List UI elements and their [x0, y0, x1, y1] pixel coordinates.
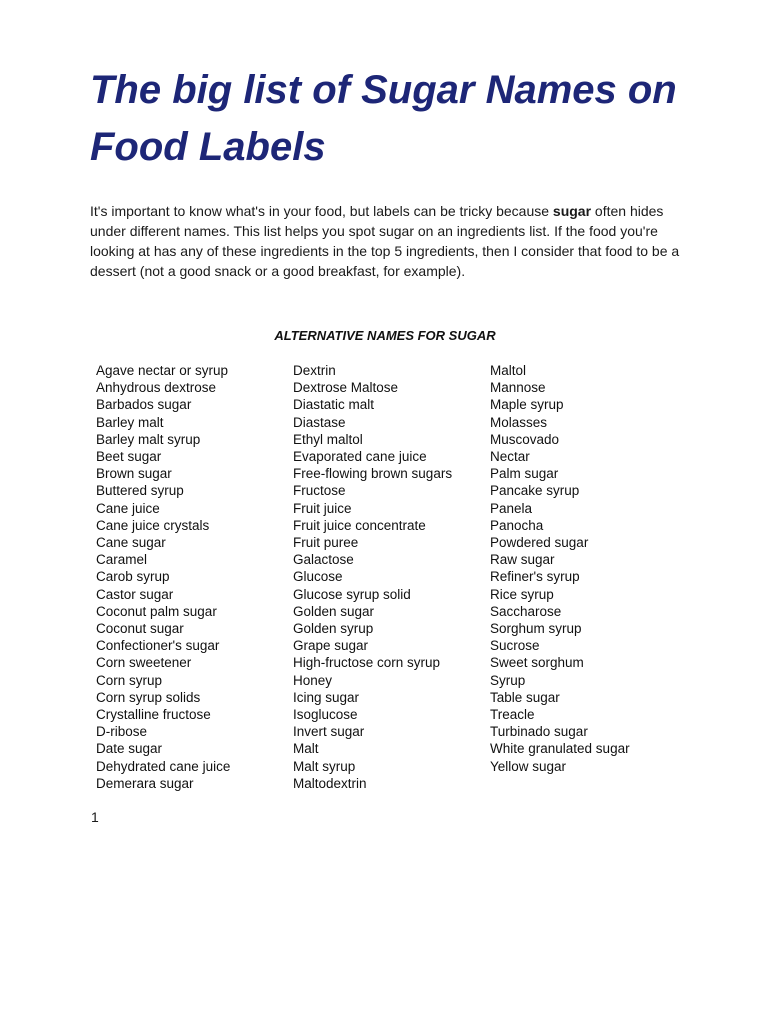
sugar-name-item: Maple syrup [490, 397, 564, 413]
sugar-name-item: Buttered syrup [96, 483, 184, 499]
sugar-name-item: Brown sugar [96, 466, 172, 482]
sugar-name-item: Barley malt [96, 414, 164, 430]
sugar-name-item: Demerara sugar [96, 775, 194, 791]
sugar-name-item: Fruit puree [293, 535, 359, 551]
sugar-name-item: Treacle [490, 707, 535, 723]
sugar-name-item: Panela [490, 500, 533, 516]
sugar-name-item: Malt [293, 741, 319, 757]
sugar-name-item: Glucose [293, 569, 343, 585]
sugar-name-item: Mannose [490, 380, 546, 396]
intro-paragraph [90, 201, 680, 281]
sugar-name-item: Carob syrup [96, 569, 170, 585]
sugar-name-item: D-ribose [96, 724, 148, 740]
sugar-name-item: Syrup [490, 672, 526, 688]
sugar-name-item: Rice syrup [490, 586, 554, 602]
sugar-name-item: Isoglucose [293, 707, 358, 723]
sugar-name-item: Pancake syrup [490, 483, 580, 499]
sugar-name-item: Raw sugar [490, 552, 555, 568]
sugar-name-item: Corn sweetener [96, 655, 192, 671]
sugar-name-item: Powdered sugar [490, 535, 589, 551]
sugar-name-item: Sucrose [490, 638, 540, 654]
sugar-name-item: Fructose [293, 483, 346, 499]
sugar-name-item: Date sugar [96, 741, 163, 757]
sugar-name-item: Diastase [293, 414, 346, 430]
sugar-name-item: Palm sugar [490, 466, 559, 482]
sugar-name-item: Sweet sorghum [490, 655, 584, 671]
page-number: 1 [91, 809, 99, 825]
sugar-name-item: Cane juice [96, 500, 160, 516]
sugar-name-item: Nectar [490, 449, 530, 465]
sugar-name-item: Agave nectar or syrup [96, 363, 229, 378]
sugar-name-item: Beet sugar [96, 449, 162, 465]
sugar-name-item: High-fructose corn syrup [293, 655, 441, 671]
sugar-name-item: Fruit juice [293, 500, 352, 516]
sugar-name-item: Cane juice crystals [96, 517, 210, 533]
sugar-name-item: Corn syrup [96, 672, 163, 688]
sugar-name-item: Crystalline fructose [96, 707, 211, 723]
page-title: The big list of Sugar Names on Food Labels [90, 68, 677, 169]
sugar-name-item: Evaporated cane juice [293, 449, 427, 465]
sugar-name-item: Diastatic malt [293, 397, 375, 413]
sugar-name-item: Icing sugar [293, 689, 360, 705]
sugar-name-item: Castor sugar [96, 586, 174, 602]
sugar-name-item: Caramel [96, 552, 148, 568]
sugar-name-item: Cane sugar [96, 535, 166, 551]
sugar-name-item: Muscovado [490, 431, 560, 447]
sugar-name-item: Fruit juice concentrate [293, 517, 426, 533]
sugar-name-item: Dehydrated cane juice [96, 758, 231, 774]
sugar-name-item: Table sugar [490, 689, 560, 705]
sugar-name-item: Saccharose [490, 603, 562, 619]
sugar-name-item: Confectioner's sugar [96, 638, 220, 654]
sugar-name-item: Panocha [490, 517, 544, 533]
sugar-name-item: Molasses [490, 414, 548, 430]
sugar-name-item: Ethyl maltol [293, 431, 363, 447]
sugar-name-item: Yellow sugar [490, 758, 567, 774]
sugar-names-column-1 [96, 362, 230, 792]
sugar-name-item: Invert sugar [293, 724, 365, 740]
list-heading: ALTERNATIVE NAMES FOR SUGAR [274, 328, 496, 343]
sugar-name-item: Grape sugar [293, 638, 369, 654]
sugar-name-item: Galactose [293, 552, 354, 568]
intro-text-before: It's important to know what's in your food, but labels can be tricky because [90, 203, 553, 219]
intro-text-after: often hides under different names. This list helps you spot sugar on an ingredients list. If the food you're looking at has any of these ingredients in the top 5 ingredients, then I consider that food to be a dessert (not a good snack or a good breakfast, for example). [90, 203, 680, 279]
sugar-name-item: Honey [293, 672, 333, 688]
sugar-name-item: Malt syrup [293, 758, 356, 774]
intro-text-bold: sugar [552, 203, 592, 219]
sugar-name-item: Turbinado sugar [490, 724, 588, 740]
sugar-name-item: Glucose syrup solid [293, 586, 411, 602]
sugar-name-item: Barley malt syrup [96, 431, 201, 447]
sugar-name-item: Dextrin [293, 363, 336, 378]
sugar-name-item: Barbados sugar [96, 397, 192, 413]
sugar-name-item: Refiner's syrup [490, 569, 580, 585]
sugar-name-item: Coconut palm sugar [96, 603, 217, 619]
sugar-names-column-3 [490, 362, 630, 775]
sugar-name-item: Free-flowing brown sugars [293, 466, 453, 482]
sugar-name-item: Maltol [490, 363, 527, 378]
sugar-name-item: Dextrose Maltose [293, 380, 399, 396]
sugar-name-item: Golden syrup [293, 621, 374, 637]
sugar-names-column-2 [293, 362, 452, 792]
sugar-name-item: White granulated sugar [490, 741, 630, 757]
sugar-name-item: Corn syrup solids [96, 689, 201, 705]
sugar-name-item: Sorghum syrup [490, 621, 582, 637]
sugar-name-item: Maltodextrin [293, 775, 367, 791]
sugar-name-item: Anhydrous dextrose [96, 380, 217, 396]
sugar-name-item: Golden sugar [293, 603, 375, 619]
sugar-name-item: Coconut sugar [96, 621, 184, 637]
